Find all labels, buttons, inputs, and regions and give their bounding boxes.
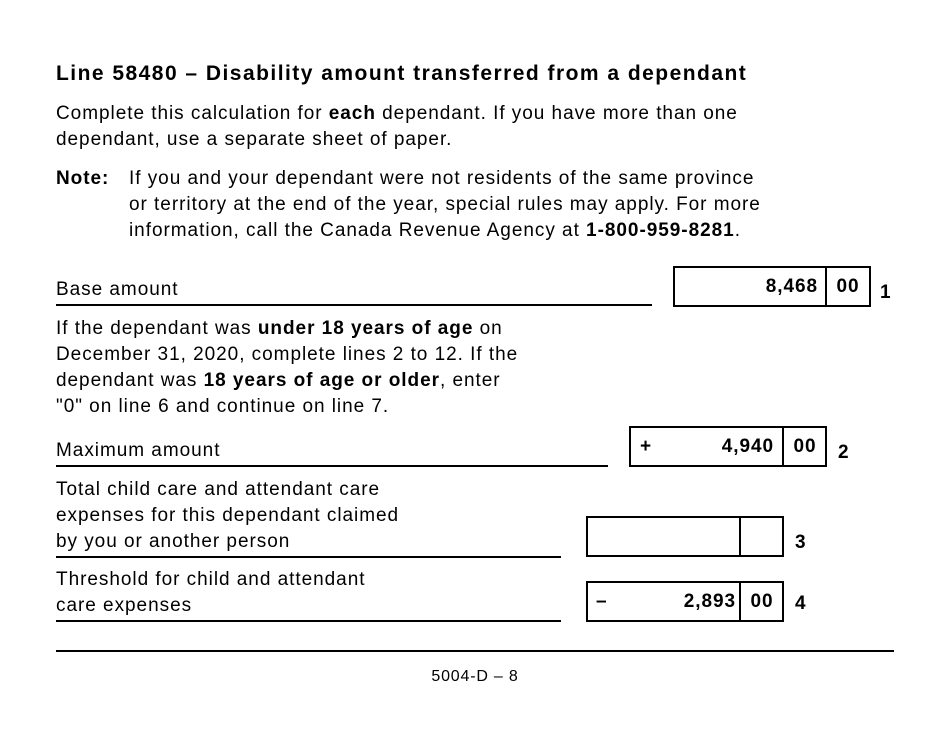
line-3-underline	[56, 556, 561, 558]
line-2-underline	[56, 465, 608, 467]
line-4-underline	[56, 620, 561, 622]
line-2-cents: 00	[793, 436, 817, 457]
line-2-label: Maximum amount	[56, 440, 221, 461]
intro-text-3: dependant, use a separate sheet of paper.	[56, 129, 453, 150]
age-text-2: on	[473, 318, 503, 339]
line-number-4: 4	[795, 593, 807, 614]
dependant-age-instructions	[56, 316, 518, 420]
age-emphasis-1: under 18 years of age	[257, 318, 474, 339]
line-3-label-line-2: expenses for this dependant claimed	[56, 505, 400, 526]
intro-emphasis: each	[328, 103, 376, 124]
note-line-1: If you and your dependant were not residents of the same province	[129, 168, 755, 189]
footer-rule	[56, 650, 894, 652]
line-3-cents-divider	[739, 516, 741, 557]
line-1-underline	[56, 304, 652, 306]
line-4-dollars: 2,893	[683, 591, 736, 612]
section-heading: Line 58480 – Disability amount transferred from a dependant	[56, 62, 748, 85]
intro-paragraph	[56, 101, 738, 153]
line-4-label	[56, 567, 365, 619]
line-2-plus-sign: +	[640, 436, 653, 457]
line-1-label: Base amount	[56, 279, 179, 300]
line-4-label-line-2: care expenses	[56, 595, 193, 616]
line-3-label-line-1: Total child care and attendant care	[56, 479, 381, 500]
note-label: Note:	[56, 168, 110, 189]
line-2-dollars: 4,940	[721, 436, 774, 457]
intro-text-1: Complete this calculation for	[56, 103, 329, 124]
cra-phone-number: 1-800-959-8281	[586, 220, 735, 241]
note-line-2: or territory at the end of the year, special rules may apply. For more	[129, 194, 761, 215]
note-line-3: information, call the Canada Revenue Agency at	[129, 220, 587, 241]
age-text-4: dependant was	[56, 370, 204, 391]
line-number-3: 3	[795, 532, 807, 553]
age-emphasis-2: 18 years of age or older	[203, 370, 440, 391]
intro-text-2: dependant. If you have more than one	[375, 103, 738, 124]
line-4-label-line-1: Threshold for child and attendant	[56, 569, 366, 590]
line-3-label-line-3: by you or another person	[56, 531, 291, 552]
age-text-6: "0" on line 6 and continue on line 7.	[56, 396, 390, 417]
line-number-1: 1	[880, 282, 892, 303]
line-4-minus-sign: –	[596, 591, 608, 612]
note-line-3-end: .	[734, 220, 741, 241]
page-number: 5004-D – 8	[431, 668, 519, 685]
line-3-amount-field[interactable]	[586, 516, 784, 557]
line-number-2: 2	[838, 442, 850, 463]
age-text-5: , enter	[439, 370, 501, 391]
line-1-cents: 00	[836, 276, 860, 297]
line-1-dollars: 8,468	[765, 276, 818, 297]
line-3-label	[56, 477, 399, 555]
age-text-1: If the dependant was	[56, 318, 258, 339]
age-text-3: December 31, 2020, complete lines 2 to 12. If the	[56, 344, 519, 365]
note-body	[129, 166, 761, 244]
line-4-cents: 00	[750, 591, 774, 612]
